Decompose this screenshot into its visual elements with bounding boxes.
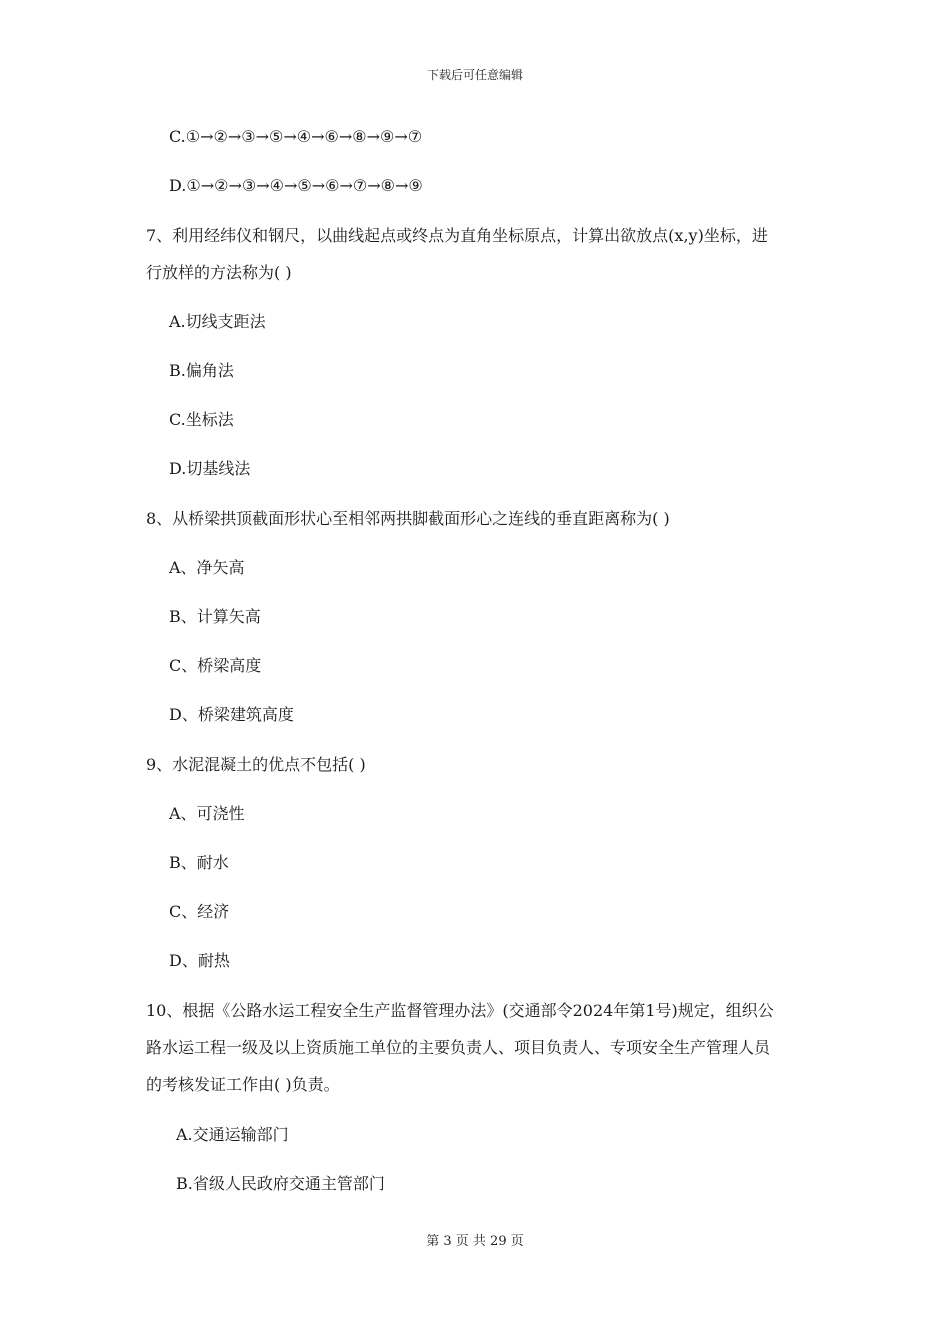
q10-option-b: B.省级人民政府交通主管部门 xyxy=(176,1174,385,1193)
q10-text-line2: 路水运工程一级及以上资质施工单位的主要负责人、项目负责人、专项安全生产管理人员 xyxy=(146,1038,771,1057)
q7-option-c: C.坐标法 xyxy=(169,410,234,429)
q7-option-b: B.偏角法 xyxy=(169,361,234,380)
q9-option-a: A、可浇性 xyxy=(169,804,245,823)
q6-option-d: D.①→②→③→④→⑤→⑥→⑦→⑧→⑨ xyxy=(169,176,423,195)
q7-option-d: D.切基线法 xyxy=(169,459,251,478)
page-header: 下载后可任意编辑 xyxy=(426,68,523,82)
q9-option-b: B、耐水 xyxy=(169,853,229,872)
q10-text-line1: 10、根据《公路水运工程安全生产监督管理办法》(交通部令2024年第1号)规定，组织公 xyxy=(146,1001,774,1020)
page-footer: 第 3 页 共 29 页 xyxy=(426,1234,524,1249)
q8-option-d: D、桥梁建筑高度 xyxy=(169,705,294,724)
q10-option-a: A.交通运输部门 xyxy=(176,1125,289,1144)
q9-text: 9、水泥混凝土的优点不包括( ) xyxy=(146,755,366,774)
q7-text-line1: 7、利用经纬仪和钢尺，以曲线起点或终点为直角坐标原点，计算出欲放点(x,y)坐标，进 xyxy=(146,226,768,245)
q8-option-c: C、桥梁高度 xyxy=(169,656,262,675)
q9-option-d: D、耐热 xyxy=(169,951,230,970)
q7-option-a: A.切线支距法 xyxy=(169,312,266,331)
q7-text-line2: 行放样的方法称为( ) xyxy=(146,263,292,282)
q9-option-c: C、经济 xyxy=(169,902,230,921)
q8-option-b: B、计算矢高 xyxy=(169,607,261,626)
q8-option-a: A、净矢高 xyxy=(169,558,245,577)
q10-text-line3: 的考核发证工作由( )负责。 xyxy=(146,1075,340,1094)
q8-text: 8、从桥梁拱顶截面形状心至相邻两拱脚截面形心之连线的垂直距离称为( ) xyxy=(146,509,670,528)
q6-option-c: C.①→②→③→⑤→④→⑥→⑧→⑨→⑦ xyxy=(169,127,423,146)
